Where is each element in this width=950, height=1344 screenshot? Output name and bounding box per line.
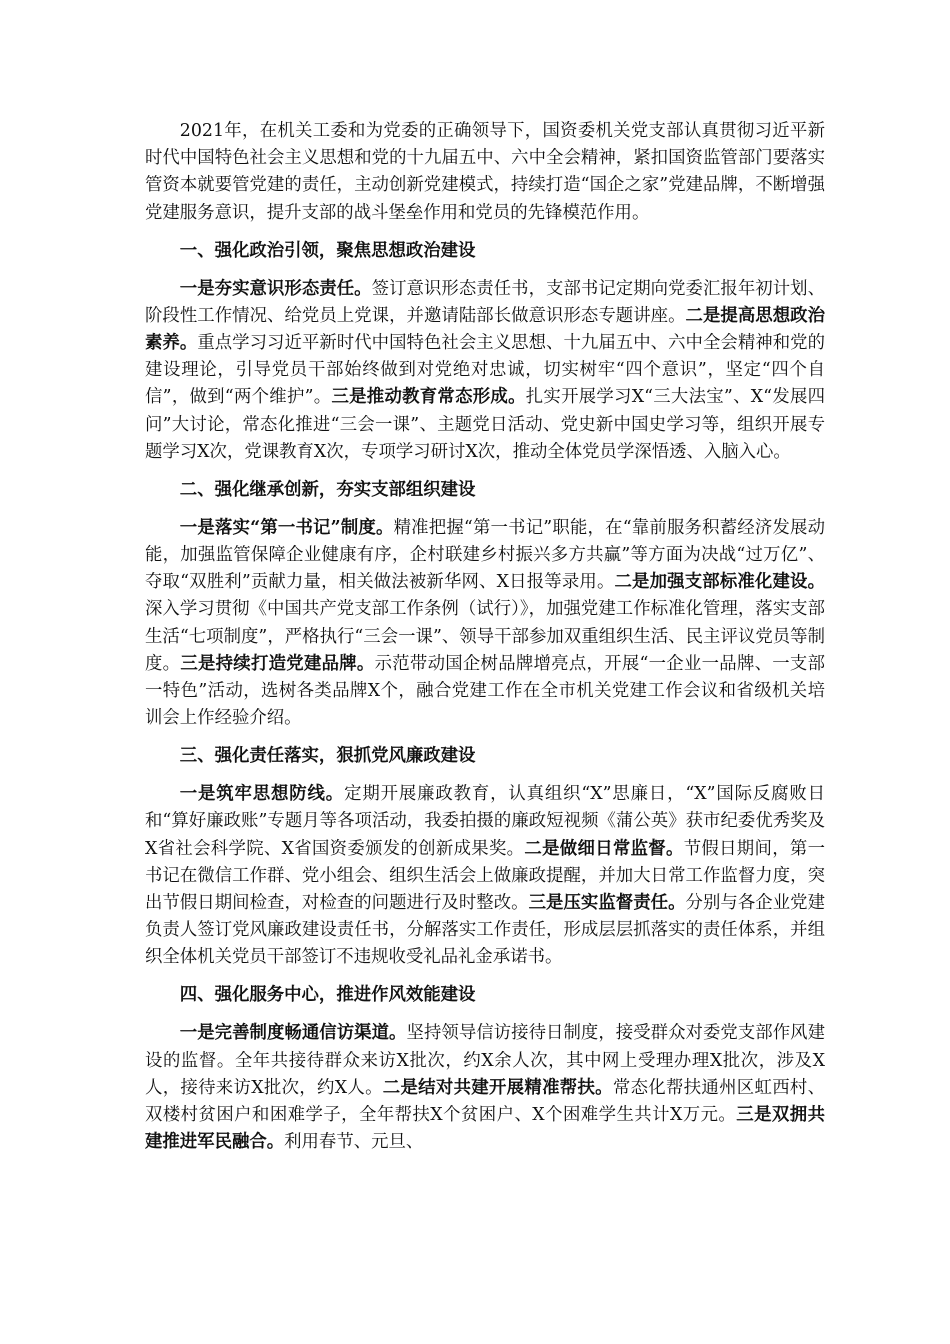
- section-1-heading: 一、强化政治引领，聚焦思想政治建设: [179, 240, 476, 261]
- section-3-item-1-text: 定期开展廉政教育，认真组织“X”思廉日，“X”国际反腐败日和“算好廉政账”专题月等各项活动，我委拍摄的廉政短视频《蒲公英》获市纪委优秀奖及X省社会科学院、X省国资委颁发的创新成果奖。: [145, 784, 825, 859]
- section-4-item-3-lead: 三是双拥共建推进军民融合。: [145, 1105, 825, 1153]
- section-4-item-1-lead: 一是完善制度畅通信访渠道。: [179, 1023, 407, 1044]
- section-4-item-3-text: 利用春节、元旦、: [284, 1132, 424, 1153]
- section-2-item-1-lead: 一是落实“第一书记”制度。: [179, 517, 394, 538]
- section-1-item-3-lead: 三是推动教育常态形成。: [331, 387, 526, 408]
- section-4-heading: 四、强化服务中心，推进作风效能建设: [179, 985, 476, 1006]
- section-1-item-1-lead: 一是夯实意识形态责任。: [179, 278, 372, 299]
- section-3-item-3-text: 分别与各企业党建负责人签订党风廉政建设责任书，分解落实工作责任，形成层层抓落实的责任体系，并组织全体机关党员干部签订不违规收受礼品礼金承诺书。: [145, 893, 825, 968]
- section-3-item-1-lead: 一是筑牢思想防线。: [179, 784, 345, 805]
- section-3-item-2-text: 节假日期间，第一书记在微信工作群、党小组会、组织生活会上做廉政提醒，并加大日常工作监督力度，突出节假日期间检查，对检查的问题进行及时整改。: [145, 838, 825, 914]
- section-4-item-2-text: 常态化帮扶通州区虹西村、双楼村贫困户和困难学子，全年帮扶X个贫困户、X个困难学生共计X万元。: [145, 1077, 825, 1126]
- section-3-heading: 三、强化责任落实，狠抓党风廉政建设: [179, 746, 476, 767]
- section-2-body: [145, 515, 825, 733]
- section-1-body: [145, 276, 825, 466]
- section-4-item-1-text: 坚持领导信访接待日制度，接受群众对委党支部作风建设的监督。全年共接待群众来访X批次，约X余人次，其中网上受理办理X批次，涉及X人，接待来访X批次，约X人。: [145, 1023, 825, 1098]
- section-3-item-3-lead: 三是压实监督责任。: [528, 893, 686, 914]
- section-1-item-2-text: 重点学习习近平新时代中国特色社会主义思想、十九届五中、六中全会精神和党的建设理论，引导党员干部始终做到对党绝对忠诚，切实树牢“四个意识”，坚定“四个自信”，做到“两个维护”。: [145, 333, 825, 408]
- intro-paragraph: 2021年，在机关工委和为党委的正确领导下，国资委机关党支部认真贯彻习近平新时代中国特色社会主义思想和党的十九届五中、六中全会精神，紧扣国资监管部门要落实管资本就要管党建的责任，主动创新党建模式，持续打造“国企之家”党建品牌，不断增强党建服务意识，提升支部的战斗堡垒作用和党员的先锋模范作用。: [145, 121, 825, 223]
- section-1-item-1-text: 签订意识形态责任书，支部书记定期向党委汇报年初计划、阶段性工作情况、给党员上党课，并邀请陆部长做意识形态专题讲座。: [145, 278, 825, 326]
- section-4-item-2-lead: 二是结对共建开展精准帮扶。: [382, 1077, 613, 1098]
- section-3-body: [145, 781, 825, 971]
- section-3-item-2-lead: 二是做细日常监督。: [524, 838, 684, 859]
- section-2-item-3-text: 示范带动国企树品牌增亮点，开展“一企业一品牌、一支部一特色”活动，选树各类品牌X个，融合党建工作在全市机关党建工作会议和省级机关培训会上作经验介绍。: [145, 653, 825, 729]
- section-4-body: [145, 1020, 825, 1156]
- section-1-item-3-text: 扎实开展学习X“三大法宝”、X“发展四问”大讨论，常态化推进“三会一课”、主题党日活动、党史新中国史学习等，组织开展专题学习X次，党课教育X次，专项学习研讨X次，推动全体党员学深悟透、入脑入心。: [145, 387, 825, 462]
- section-2-heading: 二、强化继承创新，夯实支部组织建设: [179, 479, 476, 500]
- section-2-item-3-lead: 三是持续打造党建品牌。: [180, 653, 375, 674]
- section-2-item-1-text: 精准把握“第一书记”职能，在“靠前服务积蓄经济发展动能，加强监管保障企业健康有序，企村联建乡村振兴多方共赢”等方面为决战“过万亿”、夺取“双胜利”贡献力量，相关做法被新华网、X日报等录用。: [145, 517, 825, 593]
- section-1-item-2-lead: 二是提高思想政治素养。: [145, 305, 825, 354]
- section-2-item-2-text: 深入学习贯彻《中国共产党支部工作条例（试行）》，加强党建工作标准化管理，落实支部生活“七项制度”，严格执行“三会一课”、领导干部参加双重组织生活、民主评议党员等制度。: [145, 599, 825, 674]
- section-2-item-2-lead: 二是加强支部标准化建设。: [614, 572, 825, 593]
- document-page: [145, 118, 825, 1167]
